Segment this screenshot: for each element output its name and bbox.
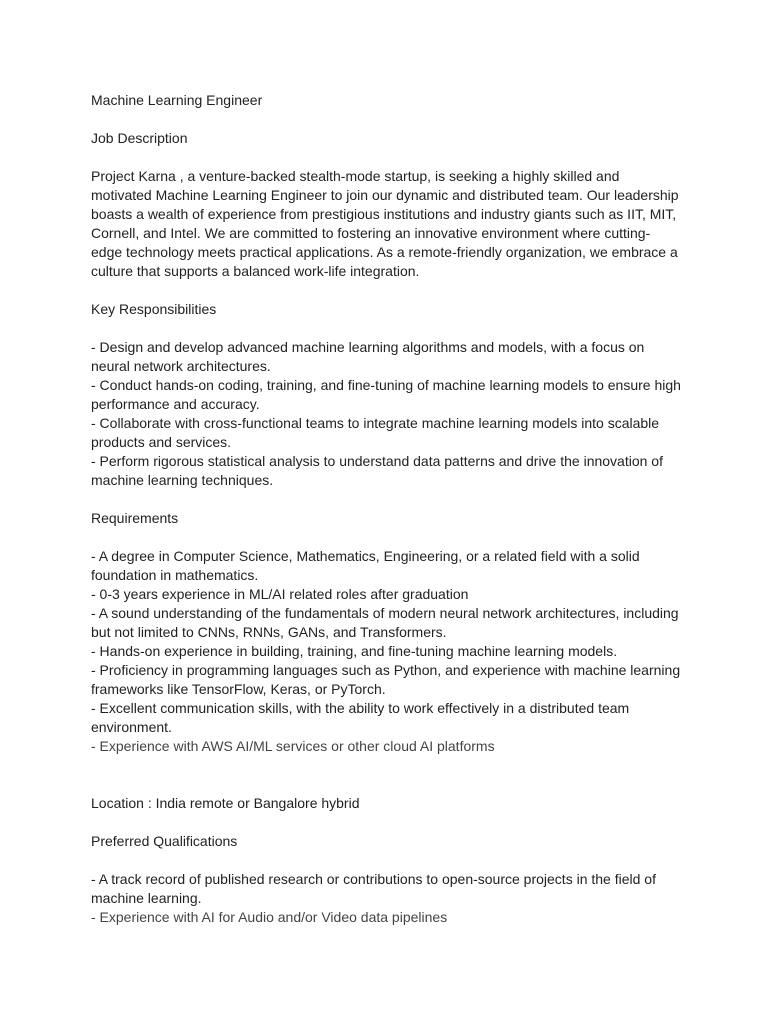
- job-description-heading: Job Description: [91, 130, 188, 146]
- intro-paragraph: Project Karna , a venture-backed stealth-mode startup, is seeking a highly skilled and motivated Machine Learning Engineer to join our dynamic and distributed team. Our leadership boasts a wealth of experience from prestigious institutions and industry giants such as IIT, MIT, Cornell, and Intel. We are committed to fostering an innovative environment where cutting-edge technology meets practical applications. As a remote-friendly organization, we embrace a culture that supports a balanced work-life integration.: [91, 168, 679, 279]
- list-item: - A sound understanding of the fundamentals of modern neural network architectures, including but not limited to CNNs, RNNs, GANs, and Transformers.: [91, 605, 679, 640]
- list-item: - Hands-on experience in building, training, and fine-tuning machine learning models.: [91, 643, 618, 659]
- list-item: - Collaborate with cross-functional teams to integrate machine learning models into scalable products and services.: [91, 415, 660, 450]
- requirements-heading: Requirements: [91, 510, 179, 526]
- document-body: [91, 91, 681, 946]
- preferred-heading: Preferred Qualifications: [91, 833, 238, 849]
- list-item: - Experience with AI for Audio and/or Video data pipelines: [91, 909, 448, 925]
- responsibilities-heading: Key Responsibilities: [91, 301, 217, 317]
- preferred-list: [91, 870, 681, 927]
- list-item: - Excellent communication skills, with the ability to work effectively in a distributed team environment.: [91, 700, 630, 735]
- list-item: - A degree in Computer Science, Mathematics, Engineering, or a related field with a solid foundation in mathematics.: [91, 548, 640, 583]
- list-item: - Conduct hands-on coding, training, and fine-tuning of machine learning models to ensure high performance and accuracy.: [91, 377, 681, 412]
- list-item: - Proficiency in programming languages such as Python, and experience with machine learning frameworks like TensorFlow, Keras, or PyTorch.: [91, 662, 681, 697]
- list-item: - Design and develop advanced machine learning algorithms and models, with a focus on neural network architectures.: [91, 339, 645, 374]
- list-item: - A track record of published research or contributions to open-source projects in the field of machine learning.: [91, 871, 656, 906]
- list-item: - Experience with AWS AI/ML services or other cloud AI platforms: [91, 738, 495, 754]
- list-item: - Perform rigorous statistical analysis to understand data patterns and drive the innovation of machine learning techniques.: [91, 453, 663, 488]
- list-item: - 0-3 years experience in ML/AI related roles after graduation: [91, 586, 469, 602]
- responsibilities-list: [91, 338, 681, 490]
- requirements-list: [91, 547, 681, 756]
- job-title: Machine Learning Engineer: [91, 92, 263, 108]
- blank-line: [91, 775, 681, 794]
- location-line: Location : India remote or Bangalore hybrid: [91, 795, 360, 811]
